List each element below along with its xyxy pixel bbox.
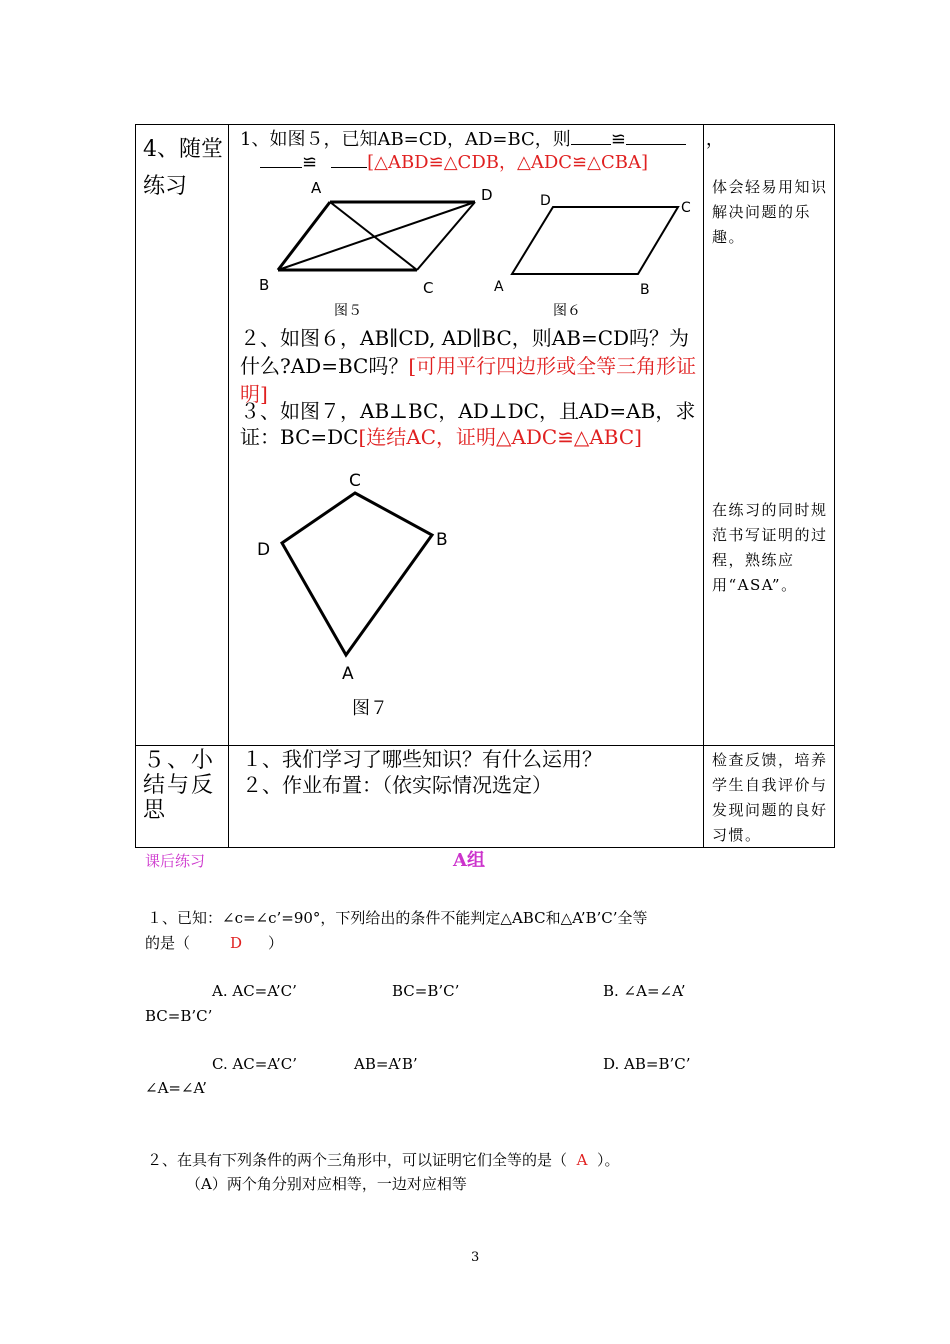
ex2-answer: A bbox=[576, 1151, 588, 1169]
row4-label-line2: 练习 bbox=[143, 174, 188, 199]
figure-6 bbox=[488, 185, 703, 300]
ex2-close: ）。 bbox=[597, 1151, 620, 1169]
fig5-label-b: B bbox=[259, 276, 270, 294]
ex1-option-c-1: C. AC=A’C’ bbox=[212, 1055, 297, 1073]
q2-answer: [可用平行四边形或全等三角形证明] bbox=[240, 354, 697, 406]
q1-answer: [△ABD≌△CDB，△ADC≌△CBA] bbox=[367, 152, 648, 173]
table-border-top bbox=[135, 124, 835, 125]
column-divider-1 bbox=[228, 124, 229, 848]
fig7-caption: 图７ bbox=[352, 698, 388, 719]
q1-congruent2: ≌ bbox=[302, 152, 318, 173]
fig6-parallelogram bbox=[512, 207, 678, 274]
q3-text bbox=[240, 398, 700, 450]
fig5-label-a: A bbox=[311, 180, 322, 197]
figure-7 bbox=[250, 465, 460, 690]
ex1-option-c-2: AB=A’B’ bbox=[354, 1055, 418, 1073]
fig7-label-d: D bbox=[257, 540, 271, 560]
ex1-line1: １、已知：∠c=∠c’=90°，下列给出的条件不能判定△ABC和△A’B’C’全等 bbox=[147, 909, 648, 927]
ex1-option-b-2: BC=B’C’ bbox=[145, 1007, 213, 1025]
fig6-label-b: B bbox=[640, 282, 650, 298]
fig7-label-c: C bbox=[349, 471, 361, 491]
q3-answer: [连结AC，证明△ADC≌△ABC] bbox=[358, 425, 642, 449]
q2-text bbox=[240, 324, 700, 408]
row5-label: ５、小结与反思 bbox=[143, 748, 216, 823]
table-border-right bbox=[834, 124, 835, 848]
ex1-stem-end: 的是（ bbox=[145, 934, 191, 952]
q1-blank1 bbox=[571, 144, 611, 145]
after-class-label: 课后练习 bbox=[145, 852, 206, 870]
row4-note2: 在练习的同时规范书写证明的过程，熟练应用“ASA”。 bbox=[712, 501, 828, 594]
ex1-option-a-2: BC=B’C’ bbox=[392, 982, 460, 1000]
ex2-line1 bbox=[147, 1151, 620, 1170]
ex1-option-d-1: D. AB=B’C’ bbox=[603, 1055, 691, 1073]
row-divider bbox=[135, 745, 835, 746]
q1-comma: ， bbox=[705, 129, 724, 150]
ex1-option-b-1: B. ∠A=∠A’ bbox=[603, 982, 686, 1000]
ex1-option-d-2: ∠A=∠A’ bbox=[145, 1079, 207, 1097]
q1-text bbox=[240, 129, 724, 152]
q1-congruent1: ≌ bbox=[610, 129, 626, 150]
fig5-label-d: D bbox=[481, 186, 493, 204]
fig5-diagonal-ac bbox=[330, 202, 417, 270]
fig6-caption: 图６ bbox=[553, 303, 581, 319]
ex1-option-a-1: A. AC=A’C’ bbox=[212, 982, 297, 1000]
row5-line2: ２、作业布置：（依实际情况选定） bbox=[242, 773, 552, 797]
fig7-quadrilateral bbox=[282, 493, 432, 655]
q1-line1: 1、如图５，已知AB=CD，AD=BC，则 bbox=[240, 129, 571, 150]
q3-question: ３、如图７，AB⊥BC，AD⊥DC，且AD=AB，求证：BC=DC bbox=[240, 399, 696, 449]
table-border-left bbox=[135, 124, 136, 848]
ex1-answer: D bbox=[230, 934, 243, 952]
fig5-label-c: C bbox=[423, 279, 434, 297]
page-number: 3 bbox=[471, 1250, 480, 1265]
fig6-label-a: A bbox=[494, 279, 504, 295]
q1-blank3 bbox=[260, 167, 302, 168]
q1-line2 bbox=[260, 152, 648, 175]
figure-5 bbox=[255, 180, 495, 300]
row5-line1: １、我们学习了哪些知识？有什么运用？ bbox=[242, 747, 602, 771]
q1-blank4 bbox=[331, 167, 367, 168]
ex1-line2 bbox=[145, 934, 283, 953]
group-a-heading: A组 bbox=[453, 850, 485, 871]
row5-note: 检查反馈，培养学生自我评价与发现问题的良好习惯。 bbox=[712, 751, 828, 844]
fig7-label-b: B bbox=[436, 530, 448, 550]
q2-question: ２、如图６，AB∥CD, AD∥BC，则AB=CD吗？为什么?AD=BC吗？ bbox=[240, 326, 690, 378]
ex2-stem: ２、在具有下列条件的两个三角形中，可以证明它们全等的是（ bbox=[147, 1151, 568, 1169]
row4-label-line1: 4、随堂 bbox=[143, 137, 223, 162]
ex2-option-a: （A）两个角分别对应相等，一边对应相等 bbox=[186, 1175, 467, 1193]
fig7-label-a: A bbox=[342, 664, 354, 684]
fig5-side-ab bbox=[278, 202, 330, 270]
ex1-close-paren: ） bbox=[268, 934, 284, 952]
q1-blank2 bbox=[626, 144, 686, 145]
fig5-caption: 图５ bbox=[334, 303, 362, 319]
column-divider-2 bbox=[703, 124, 704, 848]
fig6-label-d: D bbox=[540, 193, 551, 209]
fig6-label-c: C bbox=[681, 200, 691, 216]
row4-note1: 体会轻易用知识解决问题的乐趣。 bbox=[712, 178, 828, 246]
